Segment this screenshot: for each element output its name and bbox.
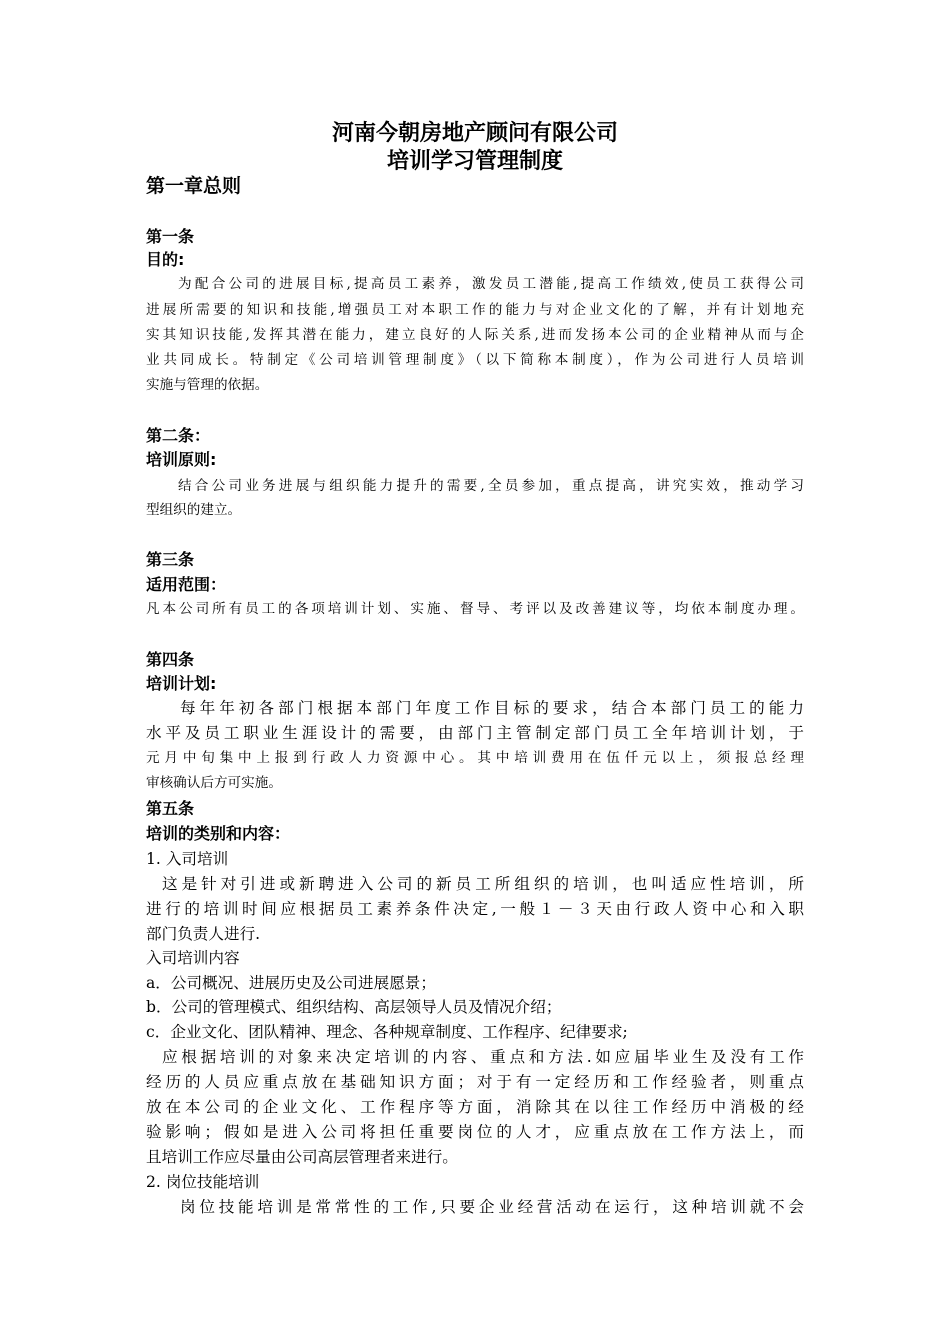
article-1-line: 实其知识技能,发挥其潜在能力，建立良好的人际关系,进而发扬本公司的企业精神从而与企 (146, 327, 804, 343)
article-2-line: 型组织的建立。 (146, 502, 242, 518)
article-1-heading: 目的: (146, 250, 185, 269)
article-2-number: 第二条： (146, 426, 211, 445)
article-4-heading: 培训计划: (146, 674, 217, 693)
document-title-line2: 培训学习管理制度 (386, 149, 563, 174)
article-5-line: 经历的人员应重点放在基础知识方面；对于有一定经历和工作经验者，则重点 (146, 1073, 804, 1091)
article-2-line: 结合公司业务进展与组织能力提升的需要,全员参加，重点提高，讲究实效，推动学习 (178, 478, 804, 494)
list-item-1: 1. 入司培训 (146, 850, 229, 868)
article-3-number: 第三条 (146, 550, 195, 569)
document-title-line1: 河南今朝房地产顾问有限公司 (331, 121, 618, 146)
article-5-line: 岗位技能培训是常常性的工作,只要企业经营活动在运行，这种培训就不会 (180, 1198, 804, 1216)
article-5-line: 且培训工作应尽量由公司高层管理者来进行。 (146, 1148, 458, 1166)
article-4-line: 元月中旬集中上报到行政人力资源中心。其中培训费用在伍仟元以上，须报总经理 (146, 750, 804, 766)
article-5-line: 应根据培训的对象来决定培训的内容、重点和方法.如应届毕业生及没有工作 (162, 1048, 804, 1066)
article-4-number: 第四条 (146, 650, 195, 669)
article-1-line: 进展所需要的知识和技能,增强员工对本职工作的能力与对企业文化的了解，并有计划地充 (146, 302, 804, 318)
chapter-heading: 第一章总则 (146, 175, 242, 197)
article-5-line: 验影响；假如是进入公司将担任重要岗位的人才，应重点放在工作方法上，而 (146, 1123, 804, 1141)
article-4-line: 每年年初各部门根据本部门年度工作目标的要求，结合本部门员工的能力 (180, 699, 804, 717)
list-item-b: b．公司的管理模式、组织结构、高层领导人员及情况介绍； (146, 998, 562, 1016)
list-item-a: a．公司概况、进展历史及公司进展愿景； (146, 974, 436, 992)
article-1-line: 为配合公司的进展目标,提高员工素养，激发员工潜能,提高工作绩效,使员工获得公司 (178, 276, 804, 292)
article-3-heading: 适用范围： (146, 575, 227, 594)
article-1-line: 业共同成长。特制定《公司培训管理制度》（以下简称本制度），作为公司进行人员培训 (146, 352, 804, 368)
article-4-line: 审核确认后方可实施。 (146, 775, 282, 791)
article-5-line: 这是针对引进或新聘进入公司的新员工所组织的培训，也叫适应性培训，所 (162, 875, 804, 893)
article-5-line: 入司培训内容 (146, 949, 240, 967)
article-5-number: 第五条 (146, 799, 195, 818)
article-2-heading: 培训原则: (146, 450, 217, 469)
list-item-c: c．企业文化、团队精神、理念、各种规章制度、工作程序、纪律要求; (146, 1023, 628, 1041)
article-1-line: 实施与管理的依据。 (146, 377, 269, 393)
article-5-heading: 培训的类别和内容： (146, 824, 291, 843)
article-3-line: 凡本公司所有员工的各项培训计划、实施、督导、考评以及改善建议等，均依本制度办理。 (146, 601, 804, 617)
article-1-number: 第一条 (146, 227, 195, 246)
article-5-line: 放在本公司的企业文化、工作程序等方面，消除其在以往工作经历中消极的经 (146, 1098, 804, 1116)
list-item-2: 2. 岗位技能培训 (146, 1173, 260, 1191)
article-4-line: 水平及员工职业生涯设计的需要，由部门主管制定部门员工全年培训计划，于 (146, 724, 804, 742)
article-5-line: 部门负责人进行. (146, 925, 261, 943)
article-5-line: 进行的培训时间应根据员工素养条件决定,一般１－３天由行政人资中心和入职 (146, 900, 804, 918)
